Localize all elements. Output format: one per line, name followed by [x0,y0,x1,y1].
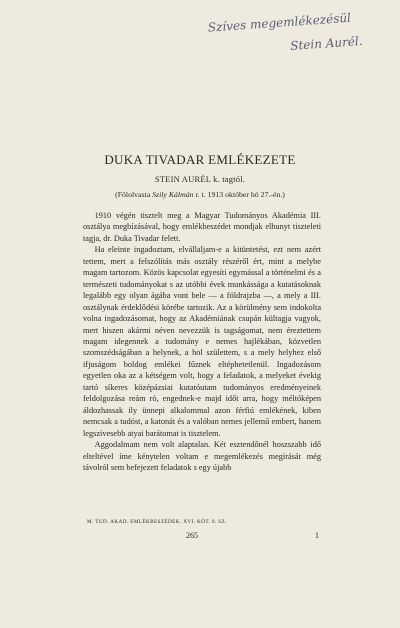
handwritten-dedication [207,10,363,59]
paragraph: Ha eleinte ingadoztam, elvállaljam-e a kitüntetést, ezt nem azért tettem, mert a felszólítás más osztály részéről ért, mint a melybe magam tartozom. Közös kapcsolat egyesíti egymással a történelmi és a természeti tudományokat s az utóbbi évek munkássága a kutatásoknak legalább egy olyan ágába vont bele — a földrajzba —, a mely a III. osztálynak érdeklődési körébe tartozik. Az a körülmény sem indokolta volna ingadozásomat, hogy az Akadémiának csupán kültagja vagyok, mert hiszen akármi néven nevezzük is tagságomat, nem éreztettem magam idegennek a tudomány e nemes hajlékában, közvetlen szomszédságában a helynek, a hol születtem, s a mely helyhez első ifjuságom boldog emlékei fűznek eltéphetetlenül. Ingadozásom egyetlen oka az a kétségem volt, hogy a feladatok, a melyeket évekig tartó síkeres középázsiai kutatóutam tudományos eredményeinek feldolgozása reám ró, engednek-e majd időt arra, hogy méltóképen áldozhassak ily ünnepi alkalommal azon férfiú emlékének, kiben nemcsak a tudóst, a katonát és a valóban nemes jellemű embert, hanem legszívesebb atyai barátomat is tisztelem. [83,245,321,438]
reading-note-prefix: (Fölolvasta [115,190,151,199]
reading-note-suffix: r. t. 1913 október hó 27.-én.) [195,190,285,199]
page-footer [83,519,321,543]
series-note: M. TUD. AKAD. EMLÉKBESZÉDEK. XVI. KÖT. 9. SZ. [87,519,227,525]
signature-mark: 1 [315,531,319,540]
reading-note [0,190,400,199]
document-title: DUKA TIVADAR EMLÉKEZETE [104,152,296,167]
author-line: STEIN AURÉL k. tagtól. [154,174,246,184]
paragraph: 1910 végén tisztelt meg a Magyar Tudományos Akadémia III. osztálya megbízásával, hogy emlékbeszédet mondjak elhunyt tiszteleti tagja, dr. Duka Tivadar felett. [83,211,321,243]
dedication-line-1: Szíves megemlékezésül [207,10,352,35]
page-number: 265 [186,531,198,540]
paragraph: Aggodalmam nem volt alaptalan. Két esztendőnél hoszszabb idő elteltével íme kénytelen voltam e megemlékezés megírását még távolról sem befejezett feladatok s egy újabb [83,440,321,472]
body-text [83,210,321,473]
page-numbers [83,531,321,543]
reading-note-reader: Szily Kálmán [152,190,194,199]
dedication-signature: Stein Aurél. [289,33,363,53]
